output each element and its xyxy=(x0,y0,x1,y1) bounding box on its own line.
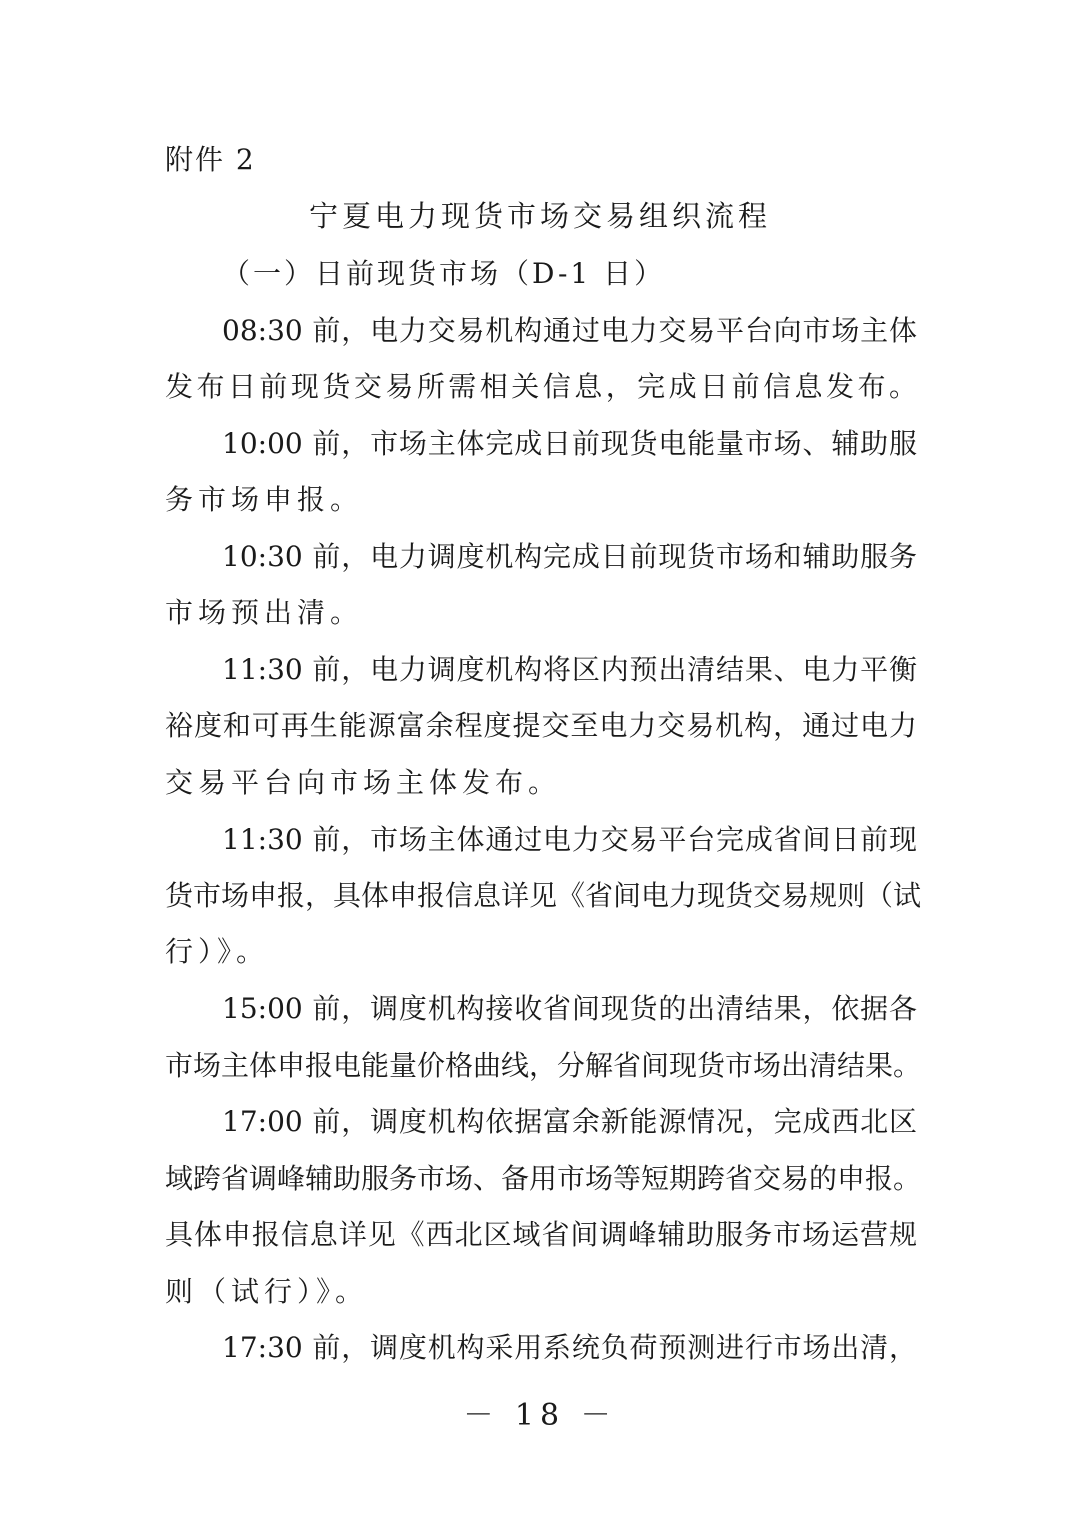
paragraph-line: 域跨省调峰辅助服务市场、备用市场等短期跨省交易的申报。 xyxy=(165,1162,922,1195)
paragraph-line: 发布日前现货交易所需相关信息，完成日前信息发布。 xyxy=(165,370,917,403)
paragraph-line: 交易平台向市场主体发布。 xyxy=(165,766,562,799)
paragraph-line: 17:00 前，调度机构依据富余新能源情况，完成西北区 xyxy=(222,1105,917,1138)
annex-label: 附件 2 xyxy=(165,143,256,176)
paragraph-line: 08:30 前，电力交易机构通过电力交易平台向市场主体 xyxy=(222,314,917,347)
paragraph-line: 11:30 前，电力调度机构将区内预出清结果、电力平衡 xyxy=(222,653,917,686)
paragraph-line: 裕度和可再生能源富余程度提交至电力交易机构，通过电力 xyxy=(165,709,917,742)
paragraph-line: 11:30 前，市场主体通过电力交易平台完成省间日前现 xyxy=(222,823,917,856)
paragraph-line: 务市场申报。 xyxy=(165,483,364,516)
paragraph-line: 15:00 前，调度机构接收省间现货的出清结果，依据各 xyxy=(222,992,917,1025)
paragraph-line: 具体申报信息详见《西北区域省间调峰辅助服务市场运营规 xyxy=(165,1218,917,1251)
paragraph-line: 市场主体申报电能量价格曲线，分解省间现货市场出清结果。 xyxy=(165,1049,922,1082)
paragraph-line: 市场预出清。 xyxy=(165,596,364,629)
section-heading: （一）日前现货市场（D-1 日） xyxy=(222,257,666,290)
paragraph-line: 行）》。 xyxy=(165,935,270,968)
paragraph-line: 10:00 前，市场主体完成日前现货电能量市场、辅助服 xyxy=(222,427,917,460)
document-title: 宁夏电力现货市场交易组织流程 xyxy=(308,199,771,233)
paragraph-line: 10:30 前，电力调度机构完成日前现货市场和辅助服务 xyxy=(222,540,917,573)
paragraph-line: 货市场申报，具体申报信息详见《省间电力现货交易规则（试 xyxy=(165,879,922,912)
paragraph-line: 17:30 前，调度机构采用系统负荷预测进行市场出清， xyxy=(222,1331,917,1364)
paragraph-line: 则（试行）》。 xyxy=(165,1275,369,1308)
page-number: － 18 － xyxy=(463,1398,617,1433)
